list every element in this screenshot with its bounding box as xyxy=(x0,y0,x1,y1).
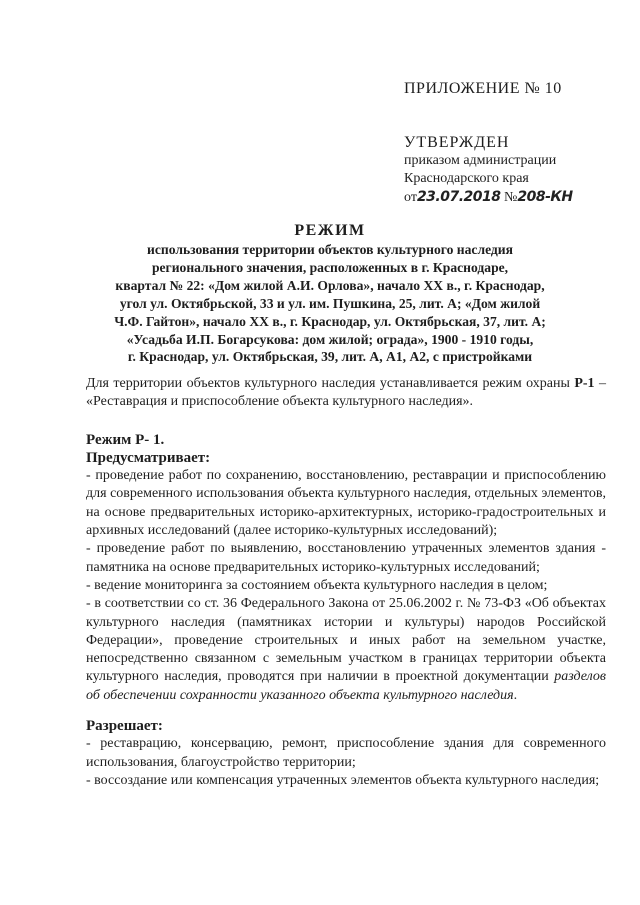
handwritten-number: 208-КН xyxy=(517,189,573,205)
law-item-italic: разделов об обеспечении сохранности указанного объекта культурного наследия xyxy=(86,669,607,703)
intro-text: Для территории объектов культурного наследия устанавливается режим охраны xyxy=(86,376,570,391)
approval-block xyxy=(404,80,629,207)
subtitle-line: угол ул. Октябрьской, 33 и ул. им. Пушкина, 25, лит. А; «Дом жилой xyxy=(119,295,541,311)
law-item: - в соответствии со ст. 36 Федерального Закона от 25.06.2002 г. № 73-ФЗ «Об объектах культурного наследия (памятниках истории и культуры) народов Российской Федерации», проведение строительных и иных работ на земельном участке, непосредственно связанном с земельным участком в границах территории объекта культурного наследия, проводятся при наличии в проектной документации разделов об обеспечении сохранности указанного объекта культурного наследия. xyxy=(86,596,607,703)
provides-item: - проведение работ по сохранению, восстановлению, реставрации и приспособлению для современного использования объекта культурного наследия, отдельных элементов, на основе предварительных историко-архитектурных, историко-градостроительных и архивных исследований (далее историко-культурных исследований); xyxy=(86,468,606,539)
intro-paragraph xyxy=(86,375,606,412)
provides-label: Предусматривает: xyxy=(86,449,211,466)
allows-label: Разрешает: xyxy=(86,718,163,735)
date-prefix: от xyxy=(404,190,417,205)
appendix-number: ПРИЛОЖЕНИЕ № 10 xyxy=(404,80,562,97)
document-title: РЕЖИМ xyxy=(294,222,366,239)
subtitle-line: г. Краснодар, ул. Октябрьская, 39, лит. А, А1, А2, с пристройками xyxy=(127,349,533,365)
subtitle-line: квартал № 22: «Дом жилой А.И. Орлова», начало XX в., г. Краснодар, xyxy=(115,277,545,293)
subtitle-line: использования территории объектов культурного наследия xyxy=(147,242,513,257)
regime-code: Р-1 xyxy=(574,376,595,391)
order-date-line xyxy=(404,188,629,207)
approved-label: УТВЕРЖДЕН xyxy=(404,134,510,151)
document-body xyxy=(86,375,606,790)
handwritten-date: 23.07.2018 xyxy=(416,189,501,205)
allows-item: - реставрацию, консервацию, ремонт, приспособление здания для современного использования, благоустройство территории; xyxy=(86,736,606,770)
allows-item: - воссоздание или компенсация утраченных элементов объекта культурного наследия; xyxy=(86,772,600,788)
regime-title: Режим Р- 1. xyxy=(86,431,165,448)
number-prefix: № xyxy=(504,190,518,205)
regime-name: – «Реставрация и приспособление объекта культурного наследия». xyxy=(86,376,606,410)
subtitle-line: «Усадьба И.П. Богарсукова: дом жилой; ограда», 1900 - 1910 годы, xyxy=(126,331,534,347)
subtitle-line: регионального значения, расположенных в г. Краснодаре, xyxy=(151,259,509,275)
document-subtitle xyxy=(66,241,594,366)
order-line: приказом администрации xyxy=(404,153,557,168)
law-item-text: - в соответствии со ст. 36 Федерального Закона от 25.06.2002 г. № 73-ФЗ «Об объектах культурного наследия (памятниках истории и культуры) народов Российской Федерации», проведение строительных и иных работ на земельном участке, непосредственно связанном с земельным участком в границах территории объекта культурного наследия, проводятся при наличии в проектной документации xyxy=(86,596,606,685)
provides-item: - ведение мониторинга за состоянием объекта культурного наследия в целом; xyxy=(86,577,548,593)
provides-item: - проведение работ по выявлению, восстановлению утраченных элементов здания - памятника на основе предварительных историко-культурных исследований; xyxy=(86,541,606,575)
subtitle-line: Ч.Ф. Гайтон», начало XX в., г. Краснодар, ул. Октябрьская, 37, лит. А; xyxy=(114,313,546,329)
region-line: Краснодарского края xyxy=(404,171,529,186)
